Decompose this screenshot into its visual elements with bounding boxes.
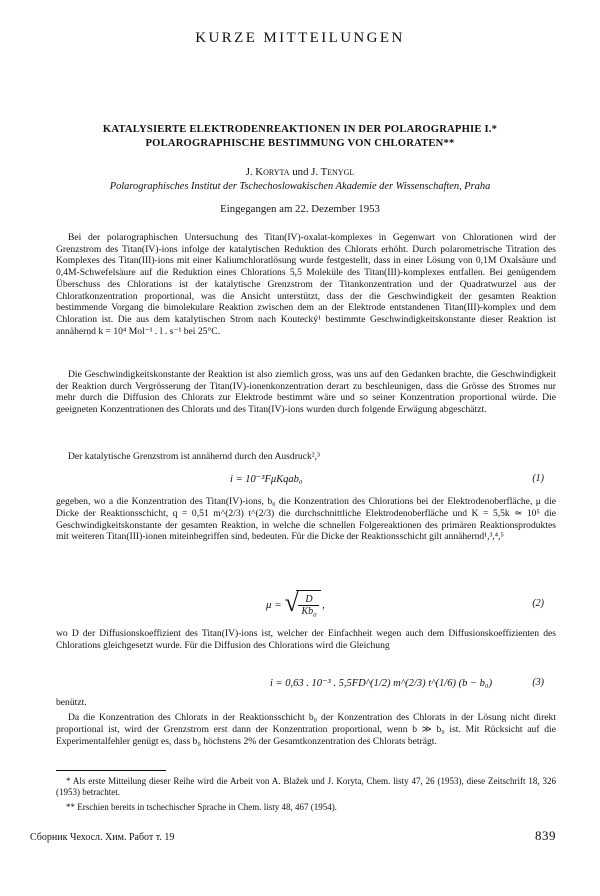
- journal-footer: Сборник Чехосл. Хим. Работ т. 19: [30, 832, 175, 843]
- institute: Polarographisches Institut der Tschechoslowakischen Akademie der Wissenschaften, Praha: [109, 181, 491, 192]
- sqrt-symbol: √ $\frac{D}{Kb_0}$: [284, 594, 319, 617]
- article-title: [40, 123, 560, 151]
- equation-3: i = 0,63 . 10⁻³ . 5,5FD^(1/2) m^(2/3) t^(1/6) (b − b₀): [270, 678, 493, 689]
- footnote-rule: [56, 770, 166, 771]
- body-paragraph-2: Die Geschwindigkeitskonstante der Reaktion ist also ziemlich gross, was uns auf den Gedanken brachte, die Geschwindigkeit der Reaktion durch Vergrösserung der Titan(IV)-ionenkonzentration derart zu beschleunigen, dass die Grösse des Stromes nur mehr durch die Diffusion des Chlorats zur Elektrode bestimmt wäre und so seiner Konzentration proportional würde. Die geeigneten Konzentrationen des Chlorats und des Titan(IV)-ions wurden durch folgende Erwägung abgeschätzt.: [56, 369, 556, 416]
- body-used: benützt.: [56, 697, 87, 708]
- running-head: KURZE MITTEILUNGEN: [195, 30, 405, 46]
- title-line-2: POLAROGRAPHISCHE BESTIMMUNG VON CHLORATEN**: [145, 138, 455, 149]
- body-paragraph-3: Da die Konzentration des Chlorats in der Reaktionsschicht b₀ der Konzentration des Chlorats in der Lösung nicht direkt proportional ist, wird der Grenzstrom erst dann der Konzentration proportional, wenn b ≫ b₀ ist. Mit Rücksicht auf die Experimentalfehler genügt es, dass b₀ höchstens 2% der Gesamtkonzentration des Chlorats beträgt.: [56, 712, 556, 747]
- title-line-1: KATALYSIERTE ELEKTRODENREAKTIONEN IN DER POLAROGRAPHIE I.*: [102, 124, 498, 135]
- abstract-paragraph: Bei der polarographischen Untersuchung des Titan(IV)-oxalat-komplexes in Gegenwart von Chlorationen wird der Grenzstrom des Titan(IV)-ions infolge der katalytischen Reduktion des Chlorats erhöht. Durch polarometrische Titration des Komplexes des Titan(III)-ions mit einer Kaliumchloratlösung wurde festgestellt, dass in einer Lösung von 0,1M Oxalsäure und 0,4M-Schwefelsäure auf die Reduktion eines Chlorations 5,5 Moleküle des Titan(III)-komplexes entfallen. Bei genügendem Überschuss des Chlorations ist der katalytische Grenzstrom der Titankonzentration und der Quadratwurzel aus der Chloratkonzentration proportional, was die Ansicht unterstützt, dass der die Geschwindigkeit der gesamten Reaktion bestimmende Vorgang die bimolekulare Reaktion zwischen dem an der Elektrode entstandenen Titan(III)-komplex und dem Chloration ist. Die aus dem katalytischen Strom nach Koutecký¹ bestimmte Geschwindigkeitskonstante dieser Reaktion ist annähernd k = 10⁴ Mol⁻¹ . l . s⁻¹ bei 25°C.: [56, 232, 556, 337]
- author-conjunction: und: [289, 166, 312, 178]
- equation-1: i = 10⁻³FμKqab₀: [230, 474, 303, 485]
- equation-3-number: (3): [532, 677, 544, 688]
- equation-2-number: (2): [532, 598, 544, 609]
- page-number: 839: [535, 828, 556, 843]
- body-paragraph-given: gegeben, wo a die Konzentration des Titan(IV)-ions, b₀ die Konzentration des Chlorations bei der Elektrodenoberfläche, μ die Dicke der Reaktionsschicht, q = 0,51 m^(2/3) t^(2/3) die durchschnittliche Elektrodenoberfläche und K = 5,5k ≃ 10⁵ die Geschwindigkeitskonstante der gesamten Reaktion, in welche die schnellen Folgereaktionen des primären Reaktionsproduktes mit weiteren Titan(III)-ionen miteinbegriffen sind, bedeuten. Für die Dicke der Reaktionsschicht gilt annähernd¹,³,⁴,⁵: [56, 496, 556, 543]
- received-date: Eingegangen am 22. Dezember 1953: [220, 203, 380, 215]
- body-paragraph-where: wo D der Diffusionskoeffizient des Titan(IV)-ions ist, welcher der Einfachheit wegen auch dem Diffusionskoeffizienten des Chlorations gleichgesetzt wurde. Für die Diffusion des Chlorations wird die Gleichung: [56, 628, 556, 651]
- footnote-1: * Als erste Mitteilung dieser Reihe wird die Arbeit von A. Blažek und J. Koryta, Chem. listy 47, 26 (1953), diese Zeitschrift 18, 326 (1953) betrachtet.: [56, 776, 556, 797]
- authors: [0, 166, 600, 178]
- author-1: J. Koryta: [245, 166, 290, 178]
- footnote-2: ** Erschien bereits in tschechischer Sprache in Chem. listy 48, 467 (1954).: [66, 802, 337, 812]
- body-intro-equation-1: Der katalytische Grenzstrom ist annähernd durch den Ausdruck²,³: [68, 451, 320, 462]
- equation-1-number: (1): [532, 473, 544, 484]
- equation-2: μ = √ $\frac{D}{Kb_0}$ ,: [266, 588, 325, 619]
- author-2: J. Tenygl: [311, 166, 355, 178]
